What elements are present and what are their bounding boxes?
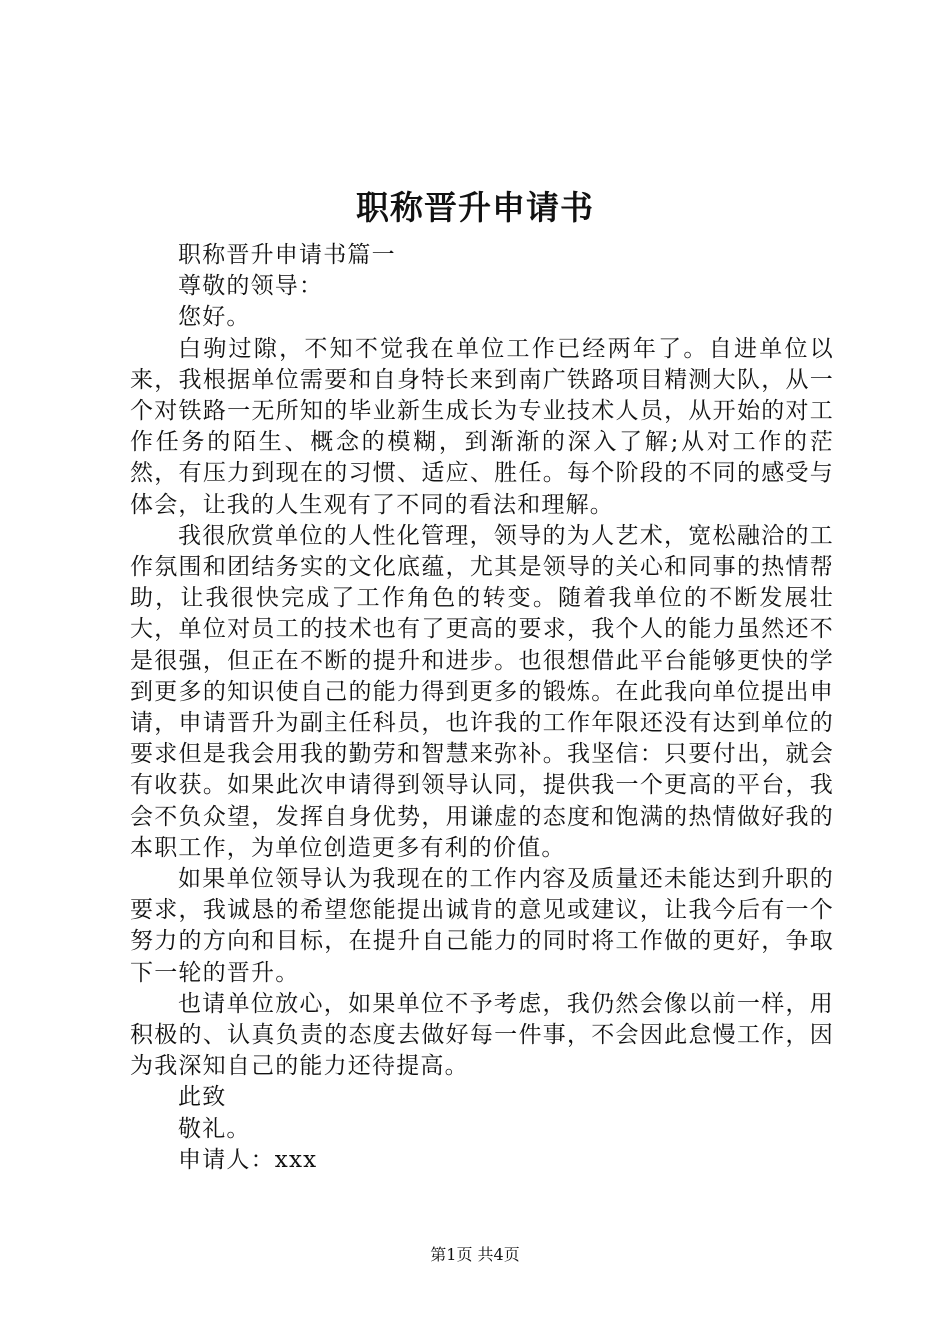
paragraph-4: 也请单位放心，如果单位不予考虑，我仍然会像以前一样，用积极的、认真负责的态度去做好每一件事，不会因此怠慢工作，因为我深知自己的能力还待提高。 <box>130 990 834 1080</box>
document-title: 职称晋升申请书 <box>356 188 594 227</box>
document-subtitle: 职称晋升申请书篇一 <box>178 242 396 268</box>
closing-line-1: 此致 <box>178 1084 227 1111</box>
paragraph-3: 如果单位领导认为我现在的工作内容及质量还未能达到升职的要求，我诚恳的希望您能提出诚肯的意见或建议，让我今后有一个努力的方向和目标，在提升自己能力的同时将工作做的更好，争取下一轮的晋升。 <box>130 866 834 986</box>
paragraph-2: 我很欣赏单位的人性化管理，领导的为人艺术，宽松融洽的工作氛围和团结务实的文化底蕴，尤其是领导的关心和同事的热情帮助，让我很快完成了工作角色的转变。随着我单位的不断发展壮大，单位对员工的技术也有了更高的要求，我个人的能力虽然还不是很强，但正在不断的提升和进步。也很想借此平台能够更快的学到更多的知识使自己的能力得到更多的锻炼。在此我向单位提出申请，申请晋升为副主任科员，也许我的工作年限还没有达到单位的要求但是我会用我的勤劳和智慧来弥补。我坚信：只要付出，就会有收获。如果此次申请得到领导认同，提供我一个更高的平台，我会不负众望，发挥自身优势，用谦虚的态度和饱满的热情做好我的本职工作，为单位创造更多有利的价值。 <box>130 522 834 861</box>
applicant-signature: 申请人：xxx <box>178 1146 318 1173</box>
paragraph-1: 白驹过隙，不知不觉我在单位工作已经两年了。自进单位以来，我根据单位需要和自身特长来到南广铁路项目精测大队，从一个对铁路一无所知的毕业新生成长为专业技术人员，从开始的对工作任务的陌生、概念的模糊，到渐渐的深入了解;从对工作的茫然，有压力到现在的习惯、适应、胜任。每个阶段的不同的感受与体会，让我的人生观有了不同的看法和理解。 <box>130 335 834 518</box>
greeting: 您好。 <box>178 304 251 331</box>
closing-line-2: 敬礼。 <box>178 1115 251 1142</box>
page-number-footer: 第1页 共4页 <box>430 1245 520 1264</box>
salutation: 尊敬的领导： <box>178 273 324 300</box>
document-body <box>130 240 834 1176</box>
